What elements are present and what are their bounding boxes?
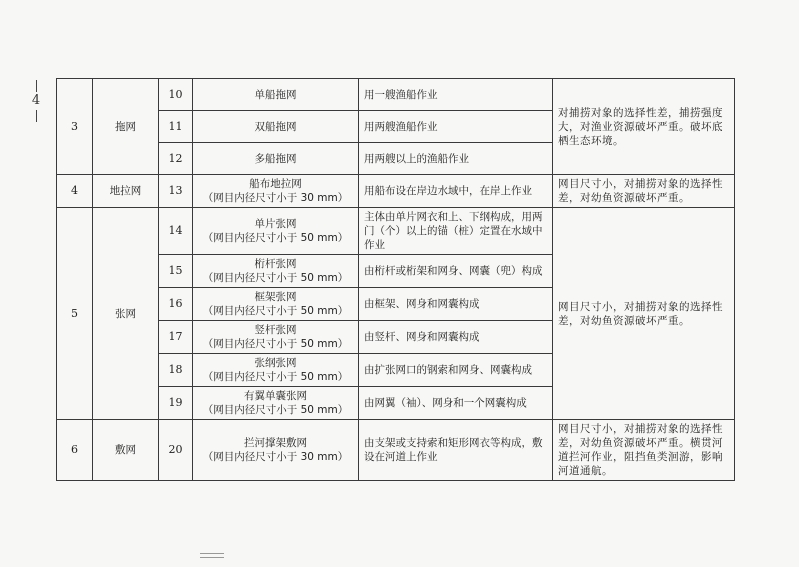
gear-mesh-spec: （网目内径尺寸小于 50 mm）	[202, 404, 349, 416]
gear-name-cell	[193, 79, 359, 111]
item-number: 10	[159, 79, 193, 111]
gear-mesh-spec: （网目内径尺寸小于 50 mm）	[202, 305, 349, 317]
gear-mesh-spec: （网目内径尺寸小于 30 mm）	[202, 192, 349, 204]
gear-name: 单船拖网	[254, 88, 297, 101]
group-number: 4	[57, 175, 93, 208]
prohibition-reason: 对捕捞对象的选择性差，捕捞强度大，对渔业资源破坏严重。破坏底栖生态环境。	[553, 79, 735, 175]
item-number: 19	[159, 387, 193, 420]
table-row	[57, 420, 735, 481]
group-number: 6	[57, 420, 93, 481]
gear-mesh-spec: （网目内径尺寸小于 50 mm）	[202, 232, 349, 244]
gear-description: 由扩张网口的钢索和网身、网囊构成	[359, 354, 553, 387]
gear-description: 用船布设在岸边水域中，在岸上作业	[359, 175, 553, 208]
gear-name-cell	[193, 387, 359, 420]
gear-name-cell	[193, 175, 359, 208]
item-number: 14	[159, 208, 193, 255]
page-number	[26, 78, 46, 124]
prohibition-reason: 网目尺寸小，对捕捞对象的选择性差，对幼鱼资源破坏严重。	[553, 175, 735, 208]
gear-name-cell	[193, 143, 359, 175]
page-number-value: 4	[31, 93, 41, 108]
item-number: 20	[159, 420, 193, 481]
group-number: 5	[57, 208, 93, 420]
gear-description: 由支架或支持索和矩形网衣等构成，敷设在河道上作业	[359, 420, 553, 481]
group-number: 3	[57, 79, 93, 175]
scan-mark	[200, 553, 224, 558]
page-number-dash-bottom	[36, 110, 37, 122]
gear-name-cell	[193, 255, 359, 288]
group-name: 地拉网	[93, 175, 159, 208]
gear-name: 多船拖网	[254, 152, 297, 165]
gear-name: 框架张网	[254, 291, 297, 303]
group-name: 敷网	[93, 420, 159, 481]
item-number: 17	[159, 321, 193, 354]
gear-description: 用一艘渔船作业	[359, 79, 553, 111]
group-name: 拖网	[93, 79, 159, 175]
group-name: 张网	[93, 208, 159, 420]
gear-name: 双船拖网	[254, 120, 297, 133]
item-number: 11	[159, 111, 193, 143]
gear-name: 有翼单囊张网	[244, 390, 307, 402]
table-row	[57, 175, 735, 208]
gear-name: 单片张网	[254, 218, 297, 230]
gear-description: 用两艘以上的渔船作业	[359, 143, 553, 175]
gear-name: 桁杆张网	[254, 258, 297, 270]
prohibition-reason: 网目尺寸小，对捕捞对象的选择性差，对幼鱼资源破坏严重。横贯河道拦河作业，阻挡鱼类洄游，影响河道通航。	[553, 420, 735, 481]
gear-mesh-spec: （网目内径尺寸小于 50 mm）	[202, 371, 349, 383]
gear-name-cell	[193, 111, 359, 143]
item-number: 12	[159, 143, 193, 175]
gear-description: 主体由单片网衣和上、下纲构成，用两门（个）以上的锚（桩）定置在水域中作业	[359, 208, 553, 255]
gear-name-cell	[193, 420, 359, 481]
item-number: 16	[159, 288, 193, 321]
gear-mesh-spec: （网目内径尺寸小于 50 mm）	[202, 338, 349, 350]
gear-name-cell	[193, 208, 359, 255]
prohibition-reason: 网目尺寸小，对捕捞对象的选择性差，对幼鱼资源破坏严重。	[553, 208, 735, 420]
gear-mesh-spec: （网目内径尺寸小于 30 mm）	[202, 451, 349, 463]
gear-name-cell	[193, 321, 359, 354]
item-number: 15	[159, 255, 193, 288]
item-number: 18	[159, 354, 193, 387]
gear-name-cell	[193, 288, 359, 321]
table-row	[57, 208, 735, 255]
gear-name: 竖杆张网	[254, 324, 297, 336]
gear-name: 张纲张网	[254, 357, 297, 369]
gear-name-cell	[193, 354, 359, 387]
gear-description: 由网翼（袖）、网身和一个网囊构成	[359, 387, 553, 420]
fishing-gear-table	[56, 78, 735, 481]
gear-description: 由桁杆或桁架和网身、网囊（兜）构成	[359, 255, 553, 288]
page-number-dash-top	[36, 80, 37, 92]
gear-name: 拦河撑架敷网	[244, 437, 307, 449]
gear-description: 由竖杆、网身和网囊构成	[359, 321, 553, 354]
gear-name: 船布地拉网	[249, 178, 302, 190]
item-number: 13	[159, 175, 193, 208]
table-row	[57, 79, 735, 111]
gear-mesh-spec: （网目内径尺寸小于 50 mm）	[202, 272, 349, 284]
gear-description: 用两艘渔船作业	[359, 111, 553, 143]
gear-description: 由框架、网身和网囊构成	[359, 288, 553, 321]
